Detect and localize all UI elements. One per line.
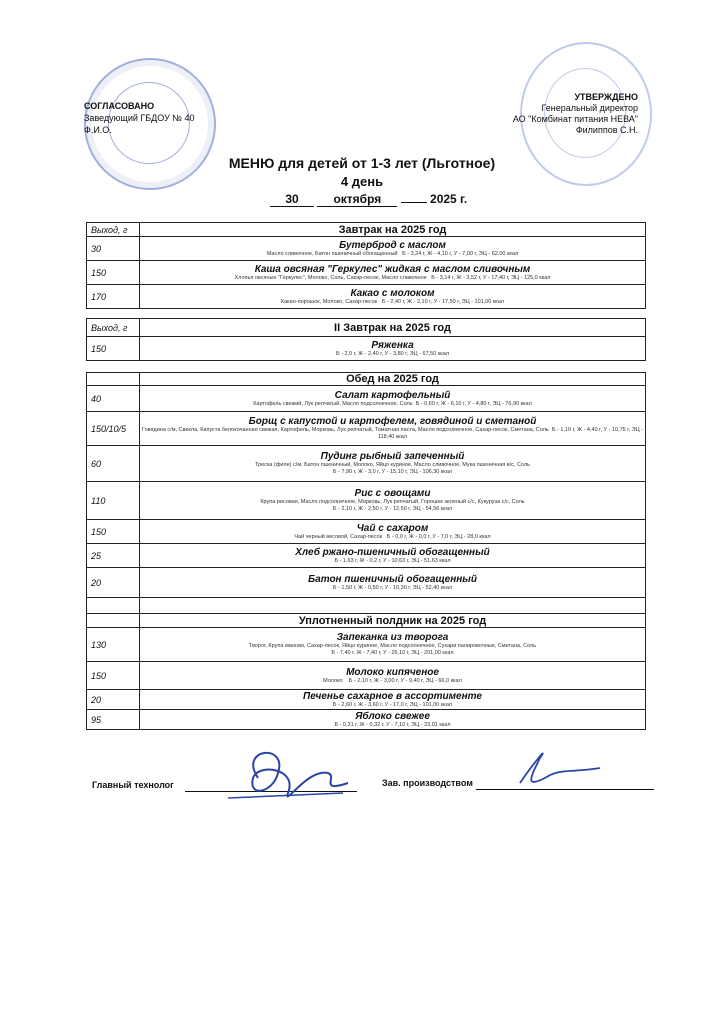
item-weight: 150 bbox=[87, 261, 140, 285]
item-weight: 60 bbox=[87, 446, 140, 482]
approval-right-title: УТВЕРЖДЕНО bbox=[574, 92, 638, 102]
dish-nutrition: Б - 3,14 г, Ж - 3,52 г, У - 17,40 г, ЭЦ - 125,0 ккал bbox=[431, 274, 551, 281]
dish-name: Борщ с капустой и картофелем, говядиной и сметаной bbox=[248, 416, 537, 427]
dish-ingredients: Чай черный весовой, Сахар-песок bbox=[294, 533, 383, 540]
table-row bbox=[87, 544, 646, 568]
item-weight: 150/10/5 bbox=[87, 412, 140, 446]
item-weight: 40 bbox=[87, 386, 140, 412]
signature-prod-label: Зав. производством bbox=[382, 778, 473, 788]
menu-date bbox=[270, 192, 467, 207]
dish-nutrition: Б - 2,0 г, Ж - 2,40 г, У - 3,80 г, ЭЦ - 67,50 ккал bbox=[335, 350, 450, 357]
dish-ingredients: Картофель свежий, Лук репчатый, Масло подсолнечное, Соль bbox=[253, 400, 413, 407]
table-row bbox=[87, 337, 646, 361]
dish-name: Рис с овощами bbox=[354, 488, 431, 499]
item-weight: 30 bbox=[87, 237, 140, 261]
date-day: 30 bbox=[270, 192, 314, 207]
dish-nutrition: Б - 2,60 г, Ж - 3,60 г, У - 17,0 г, ЭЦ - 101,00 ккал bbox=[332, 701, 453, 708]
dish-ingredients: Молоко bbox=[323, 677, 343, 684]
approval-left-line2: Ф.И.О. bbox=[84, 125, 112, 135]
breakfast-table bbox=[86, 222, 646, 309]
dish-name: Чай с сахаром bbox=[356, 522, 429, 534]
dish-nutrition: Б - 0,31 г, Ж - 0,32 г, У - 7,10 г, ЭЦ - 33,01 ккал bbox=[334, 721, 451, 728]
approval-left-line1: Заведующий ГБДОУ № 40 bbox=[84, 113, 195, 123]
item-weight: 170 bbox=[87, 285, 140, 309]
dish-name: Бутерброд с маслом bbox=[339, 239, 446, 251]
dish-nutrition: Б - 0,0 г, Ж - 0,0 г, У - 7,0 г, ЭЦ - 28,0 ккал bbox=[386, 533, 491, 540]
dish-ingredients: Масло сливочное, Батон пшеничный обогащенный bbox=[266, 250, 398, 257]
table-row bbox=[87, 690, 646, 710]
dish-ingredients: Хлопья овсяные "Геркулес", Молоко, Соль, Сахар-песок, Масло сливочное bbox=[234, 274, 427, 281]
dish-name: Молоко кипяченое bbox=[346, 666, 439, 678]
dish-name: Ряженка bbox=[371, 339, 414, 351]
table-row bbox=[87, 261, 646, 285]
dish-nutrition: Б - 2,10 г, Ж - 2,50 г, У - 12,50 г, ЭЦ - 54,56 ккал bbox=[332, 506, 453, 512]
item-weight: 150 bbox=[87, 662, 140, 690]
dish-name: Салат картофельный bbox=[334, 389, 451, 401]
dish-ingredients: Говядина с/м, Свекла, Капуста белокочанная свежая, Картофель, Морковь, Лук репчатый, Томатная паста, Масло подсолнечное, Сахар-песок, Сметана, Соль bbox=[142, 427, 549, 433]
approval-right-line3: Филиппов С.Н. bbox=[575, 125, 638, 135]
item-weight: 150 bbox=[87, 520, 140, 544]
dish-nutrition: Б - 0,60 г, Ж - 6,10 г, У - 4,80 г, ЭЦ - 76,90 ккал bbox=[415, 400, 532, 407]
table-row bbox=[87, 237, 646, 261]
dish-name: Хлеб ржано-пшеничный обогащенный bbox=[295, 546, 490, 558]
table-row bbox=[87, 520, 646, 544]
dish-name: Запеканка из творога bbox=[336, 632, 449, 643]
dish-name: Каша овсяная "Геркулес" жидкая с маслом сливочным bbox=[254, 263, 531, 275]
dish-nutrition: Б - 7,40 г, Ж - 7,40 г, У - 26,10 г, ЭЦ - 201,00 ккал bbox=[331, 650, 454, 656]
dish-nutrition: Б - 1,10 г, Ж - 4,40 г, У - 10,75 г, ЭЦ - 118,40 ккал bbox=[377, 427, 643, 440]
dish-ingredients: Крупа рисовая, Масло подсолнечное, Морковь, Лук репчатый, Горошек зеленый с/с, Кукуруза с/с, Соль bbox=[260, 499, 525, 505]
signature-tech-label: Главный технолог bbox=[92, 780, 174, 790]
table-row bbox=[87, 386, 646, 412]
item-weight: 20 bbox=[87, 690, 140, 710]
approval-right-line2: АО "Комбинат питания НЕВА" bbox=[512, 114, 638, 124]
approval-right-line1: Генеральный директор bbox=[541, 103, 638, 113]
weight-header: Выход, г bbox=[87, 223, 140, 237]
table-row bbox=[87, 482, 646, 520]
weight-header: Выход, г bbox=[87, 319, 140, 337]
item-weight: 110 bbox=[87, 482, 140, 520]
item-weight: 95 bbox=[87, 710, 140, 730]
dish-nutrition: Б - 3,24 г, Ж - 4,10 г, У - 7,00 г, ЭЦ - 62,00 ккал bbox=[402, 250, 519, 257]
item-weight: 25 bbox=[87, 544, 140, 568]
breakfast2-table bbox=[86, 318, 646, 361]
table-row bbox=[87, 662, 646, 690]
section-title-snack: Уплотненный полдник на 2025 год bbox=[140, 614, 646, 628]
dish-nutrition: Б - 2,40 г, Ж - 2,10 г, У - 17,50 г, ЭЦ - 101,00 ккал bbox=[381, 298, 505, 305]
dish-name: Печенье сахарное в ассортименте bbox=[303, 690, 482, 702]
dish-ingredients: Треска (филе) с/м, Батон пшеничный, Молоко, Яйцо куриное, Масло сливочное, Мука пшеничная в/с, Соль bbox=[254, 462, 531, 468]
dish-nutrition: Б - 1,50 г, Ж - 0,50 г, У - 10,30 г, ЭЦ - 52,40 ккал bbox=[332, 584, 453, 591]
table-row bbox=[87, 285, 646, 309]
item-weight: 130 bbox=[87, 628, 140, 662]
table-row bbox=[87, 446, 646, 482]
menu-day: 4 день bbox=[340, 174, 384, 189]
signature-tech-scribble bbox=[218, 738, 358, 818]
section-title-breakfast2: II Завтрак на 2025 год bbox=[140, 319, 646, 337]
section-title-breakfast: Завтрак на 2025 год bbox=[140, 223, 646, 237]
lunch-table bbox=[86, 372, 646, 730]
dish-name: Какао с молоком bbox=[350, 287, 435, 299]
dish-ingredients: Какао-порошок, Молоко, Сахар-песок bbox=[280, 298, 378, 305]
approval-left-title: СОГЛАСОВАНО bbox=[84, 101, 155, 111]
signature-prod-scribble bbox=[500, 738, 610, 798]
dish-nutrition: Б - 2,10 г, Ж - 3,00 г, У - 9,40 г, ЭЦ - 66,0 ккал bbox=[348, 677, 462, 684]
dish-name: Яблоко свежее bbox=[355, 710, 430, 722]
table-row bbox=[87, 412, 646, 446]
dish-name: Пудинг рыбный запеченный bbox=[320, 451, 465, 462]
table-row bbox=[87, 628, 646, 662]
item-weight: 150 bbox=[87, 337, 140, 361]
approval-left bbox=[84, 100, 194, 136]
dish-name: Батон пшеничный обогащенный bbox=[308, 573, 477, 585]
section-title-lunch: Обед на 2025 год bbox=[140, 373, 646, 386]
table-row bbox=[87, 710, 646, 730]
date-year: 2025 г. bbox=[430, 192, 468, 206]
item-weight: 20 bbox=[87, 568, 140, 598]
dish-nutrition: Б - 7,90 г, Ж - 3,0 г, У - 15,10 г, ЭЦ - 106,30 ккал bbox=[332, 469, 453, 475]
approval-right bbox=[513, 92, 638, 136]
date-month: октября bbox=[317, 192, 397, 207]
table-row bbox=[87, 568, 646, 598]
dish-ingredients: Творог, Крупа манная, Сахар-песок, Яйцо куриное, Масло подсолнечное, Сухари панировочные, Сметана, Соль bbox=[248, 643, 537, 649]
dish-nutrition: Б - 1,63 г, Ж - 0,2 г, У - 10,63 г, ЭЦ - 51,63 ккал bbox=[334, 557, 451, 564]
menu-title: МЕНЮ для детей от 1-3 лет (Льготное) bbox=[228, 155, 496, 171]
